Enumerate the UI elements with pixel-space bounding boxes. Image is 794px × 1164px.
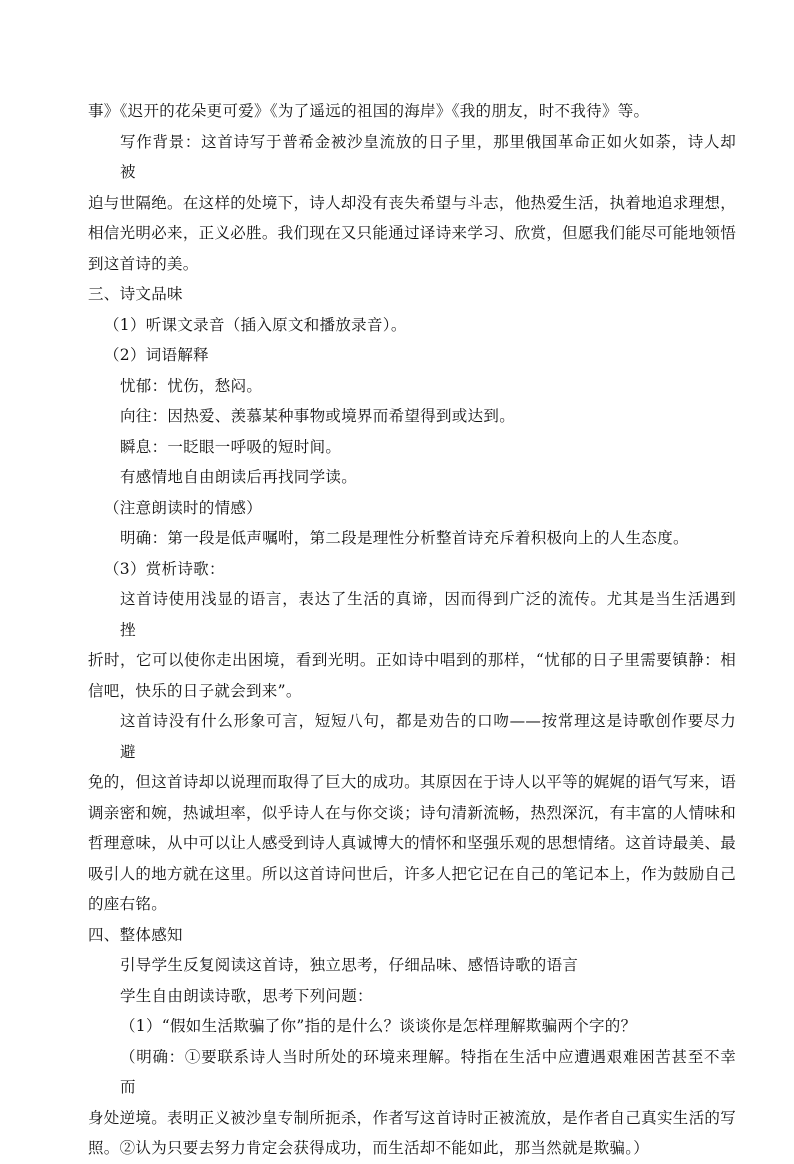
section-heading: 四、整体感知 [88,925,183,944]
text-line: 写作背景：这首诗写于普希金被沙皇流放的日子里，那里俄国革命正如火如荼，诗人却被 [120,132,736,181]
text-line: （注意朗读时的情感） [104,498,263,517]
text-line: 引导学生反复阅读这首诗，独立思考，仔细品味、感悟诗歌的语言 [120,956,579,974]
text-line: 向往：因热爱、羡慕某种事物或境界而希望得到或达到。 [120,407,516,425]
text-line: 照。②认为只要去努力肯定会获得成功，而生活却不能如此，那当然就是欺骗。） [88,1139,650,1157]
text-line: 哲理意味，从中可以让人感受到诗人真诚博大的情怀和坚强乐观的思想情绪。这首诗最美、最 [88,834,736,852]
text-line: （3）赏析诗歌： [104,559,225,578]
text-line: 这首诗没有什么形象可言，短短八句，都是劝告的口吻——按常理这是诗歌创作要尽力避 [120,712,736,761]
text-line: 事》《迟开的花朵更可爱》《为了遥远的祖国的海岸》《我的朋友，时不我待》等。 [88,102,650,120]
text-line: 忧郁：忧伤，愁闷。 [120,376,263,395]
text-line: 折时，它可以使你走出困境，看到光明。正如诗中唱到的那样，“忧郁的日子里需要镇静：相 [88,651,736,669]
text-line: 瞬息：一眨眼一呼吸的短时间。 [120,437,342,456]
text-line: 免的，但这首诗却以说理而取得了巨大的成功。其原因在于诗人以平等的娓娓的语气写来，语 [88,773,736,791]
text-line: 这首诗使用浅显的语言，表达了生活的真谛，因而得到广泛的流传。尤其是当生活遇到挫 [120,590,736,639]
text-line: 身处逆境。表明正义被沙皇专制所扼杀，作者写这首诗时正被流放，是作者自己真实生活的写 [88,1108,736,1127]
text-line: 明确：第一段是低声嘱咐，第二段是理性分析整首诗充斥着积极向上的人生态度。 [120,529,689,547]
text-line: 学生自由朗读诗歌，思考下列问题： [120,986,373,1005]
text-line: 迫与世隔绝。在这样的处境下，诗人却没有丧失希望与斗志，他热爱生活，执着地追求理想， [88,193,736,212]
section-heading: 三、诗文品味 [88,285,183,303]
text-line: 的座右铭。 [88,895,168,913]
text-line: （1）听课文录音（插入原文和播放录音）。 [104,315,407,334]
text-line: （1）“假如生活欺骗了你”指的是什么？谈谈你是怎样理解欺骗两个字的？ [120,1017,637,1035]
text-line: 到这首诗的美。 [88,254,199,273]
text-line: 信吧，快乐的日子就会到来”。 [88,681,302,700]
text-line: 吸引人的地方就在这里。所以这首诗问世后，许多人把它记在自己的笔记本上，作为鼓励自己 [88,864,736,883]
text-line: （2）词语解释 [104,346,209,364]
text-line: 相信光明必来，正义必胜。我们现在又只能通过译诗来学习、欣赏，但愿我们能尽可能地领悟 [88,224,736,242]
text-line: 有感情地自由朗读后再找同学读。 [120,468,358,486]
text-line: （明确：①要联系诗人当时所处的环境来理解。特指在生活中应遭遇艰难困苦甚至不幸而 [120,1047,736,1096]
text-line: 调亲密和婉，热诚坦率，似乎诗人在与你交谈；诗句清新流畅，热烈深沉，有丰富的人情味和 [88,803,736,822]
